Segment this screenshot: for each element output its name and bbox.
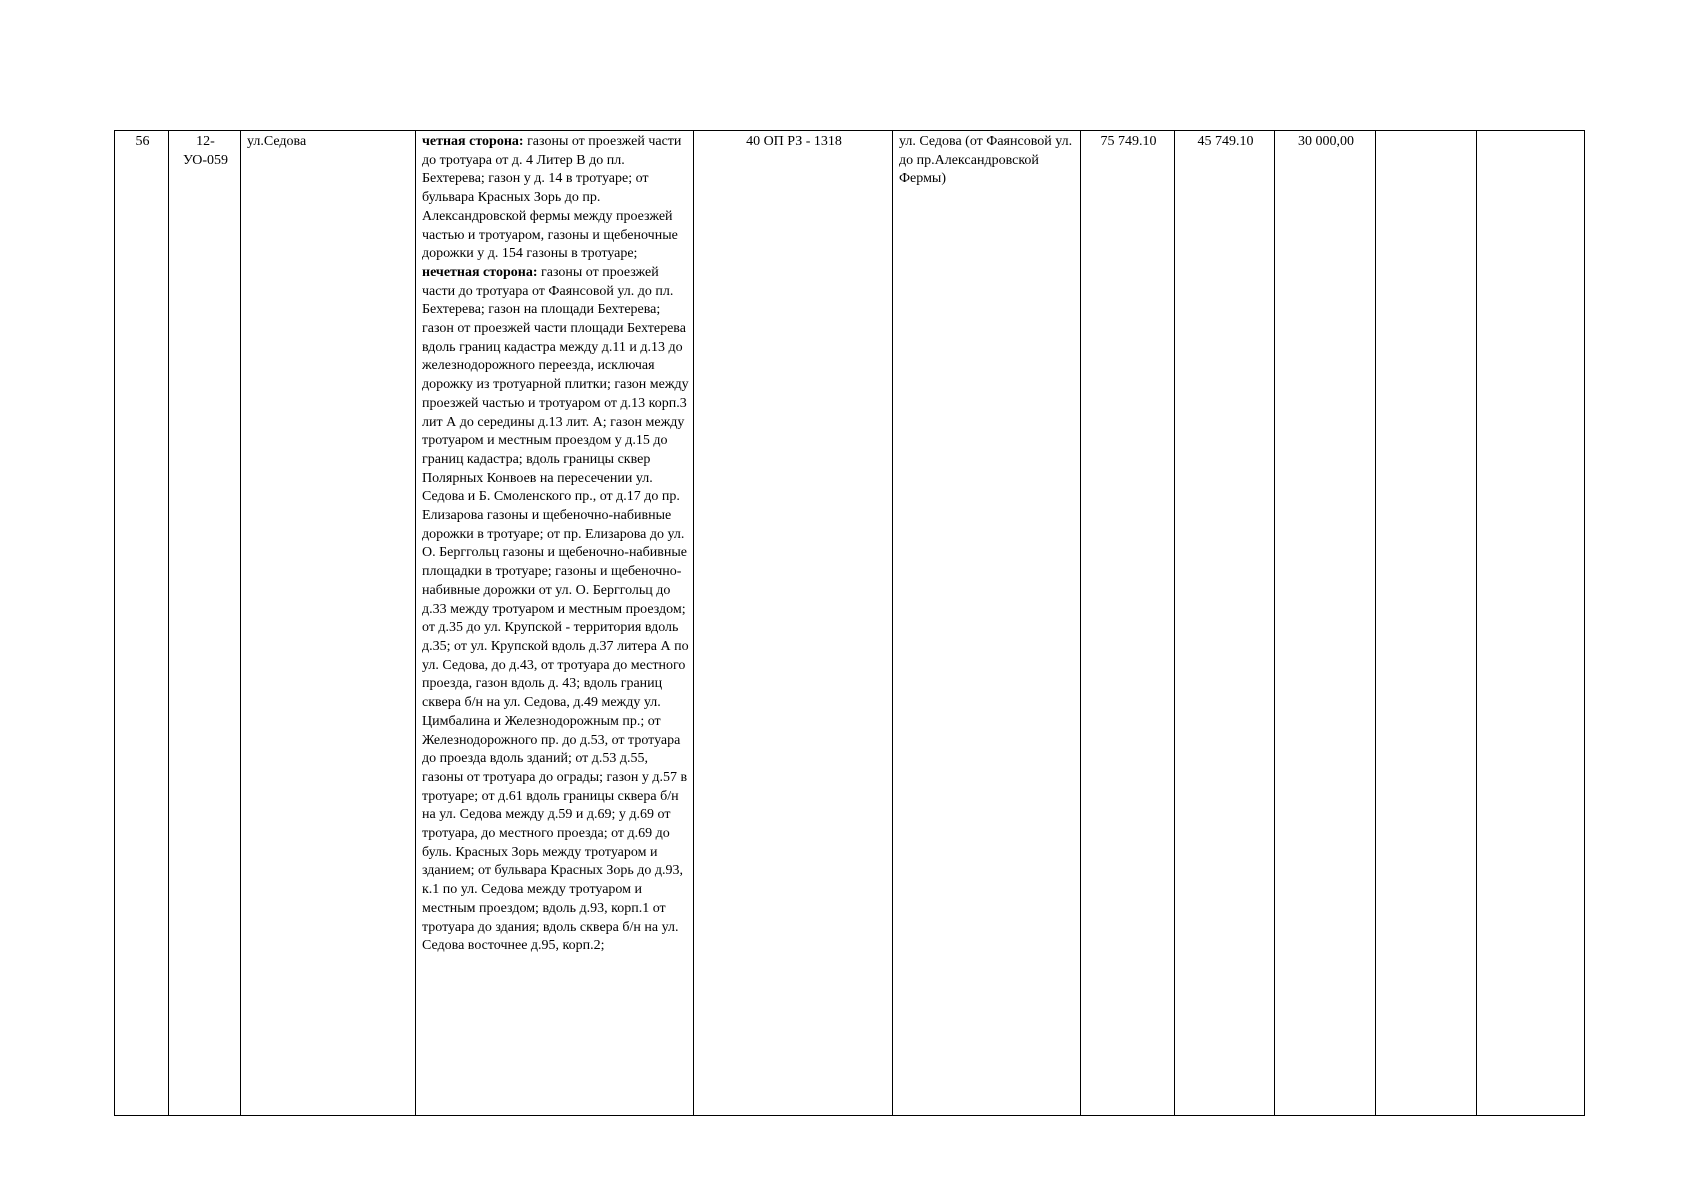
value-a-cell — [1175, 131, 1275, 1116]
street-name: ул.Седова — [247, 134, 307, 149]
road-bounds-cell — [893, 131, 1081, 1116]
value-a: 45 749.10 — [1197, 134, 1254, 149]
row-number-cell — [115, 131, 169, 1116]
object-code-cell — [169, 131, 241, 1116]
extra-cell-1 — [1376, 131, 1477, 1116]
row-number: 56 — [135, 134, 150, 149]
description-cell — [416, 131, 694, 1116]
description-part-even-label: четная сторона: — [422, 134, 528, 149]
object-code: 12-УО-059 — [183, 134, 228, 168]
table-row — [115, 131, 1585, 1116]
object-table — [114, 130, 1585, 1116]
road-bounds: ул. Седова (от Фаянсовой ул. до пр.Александровской Фермы) — [899, 134, 1073, 187]
road-code-cell — [694, 131, 893, 1116]
description-text — [422, 133, 689, 956]
description-part-odd-text: газоны от проезжей части до тротуара от Фаянсовой ул. до пл. Бехтерева; газон на площади Бехтерева; газон от проезжей части площади Бехтерева вдоль границ кадастра между д.11 и д.13 до железнодорожного переезда, исключая дорожку из тротуарной плитки; газон между проезжей частью и тротуаром от д.13 корп.3 лит А до середины д.13 лит. А; газон между тротуаром и местным проездом у д.15 до границ кадастра; вдоль границы сквер Полярных Конвоев на пересечении ул. Седова и Б. Смоленского пр., от д.17 до пр. Елизарова газоны и щебеночно-набивные дорожки в тротуаре; от пр. Елизарова до ул. О. Берггольц газоны и щебеночно-набивные площадки в тротуаре; газоны и щебеночно-набивные дорожки от ул. О. Берггольц до д.33 между тротуаром и местным проездом; от д.35 до ул. Крупской - территория вдоль д.35; от ул. Крупской вдоль д.37 литера А по ул. Седова, до д.43, от тротуара до местного проезда, газон вдоль д. 43; вдоль границ сквера б/н на ул. Седова, д.49 между ул. Цимбалина и Железнодорожным пр.; от Железнодорожного пр. до д.53, от тротуара до проезда вдоль зданий; от д.53 д.55, газоны от тротуара до ограды; газон у д.57 в тротуаре; от д.61 вдоль границы сквера б/н на ул. Седова между д.59 и д.69; у д.69 от тротуара, до местного проезда; от д.69 до буль. Красных Зорь между тротуаром и зданием; от бульвара Красных Зорь до д.93, к.1 по ул. Седова между тротуаром и местным проездом; вдоль д.93, корп.1 от тротуара до здания; вдоль сквера б/н на ул. Седова восточнее д.95, корп.2; — [422, 264, 689, 954]
value-b-cell — [1275, 131, 1376, 1116]
road-code: 40 ОП РЗ - 1318 — [746, 134, 842, 149]
description-part-even-text: газоны от проезжей части до тротуара от д. 4 Литер В до пл. Бехтерева; газон у д. 14 в тротуаре; от бульвара Красных Зорь до пр. Александровской фермы между проезжей частью и тротуаром, газоны и щебеночные дорожки у д. 154 газоны в тротуаре; — [422, 134, 682, 262]
street-cell — [241, 131, 416, 1116]
value-b: 30 000,00 — [1298, 134, 1354, 149]
value-total: 75 749.10 — [1100, 134, 1157, 149]
value-total-cell — [1081, 131, 1175, 1116]
description-part-odd-label: нечетная сторона: — [422, 264, 541, 280]
extra-cell-2 — [1477, 131, 1585, 1116]
